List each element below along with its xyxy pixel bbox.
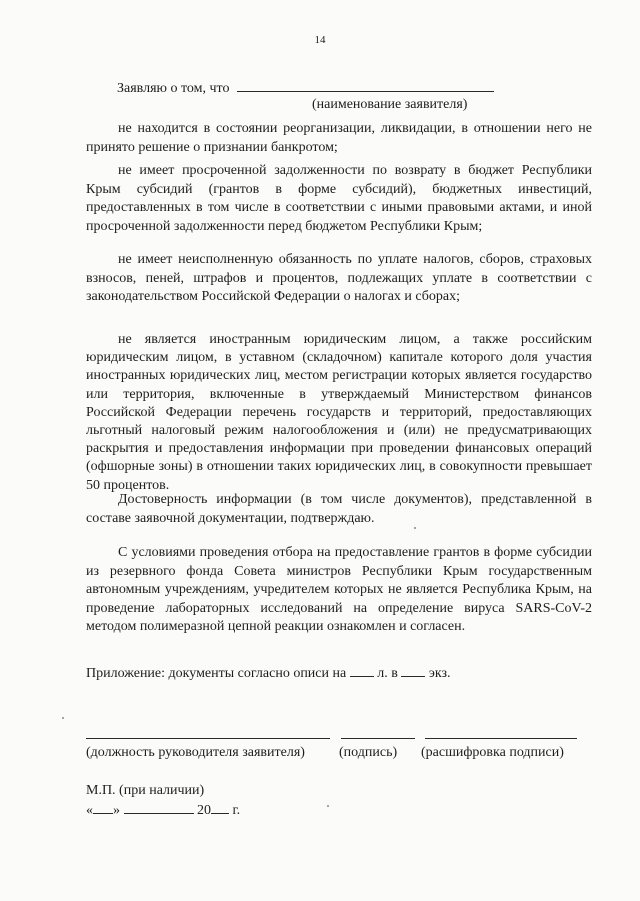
decoding-blank (425, 738, 577, 739)
signature-blank (341, 738, 415, 739)
decoding-caption: (расшифровка подписи) (421, 745, 564, 760)
stamp-note: М.П. (при наличии) (86, 783, 205, 798)
page-number: 14 (314, 34, 326, 46)
year-prefix: 20 (197, 803, 211, 818)
scan-speck (414, 527, 416, 529)
clause-not-foreign-entity: не является иностранным юридическим лицом, а также российским юридическим лицом, в уставном (складочном) капитале которого доля участия иностранных юридических лиц, местом регистрации которых является государство или территория, включенные в утверждаемый Министерством финансов Российской Федерации перечень государств и территорий, предоставляющих льготный налоговый режим налогообложения и (или) не предусматривающих раскрытия и предоставления информации при проведении финансовых операций (офшорные зоны) в отношении таких юридических лиц, в совокупности превышает 50 процентов. (86, 332, 592, 493)
appendix-text-c: экз. (428, 666, 451, 681)
sheets-count-blank (350, 664, 374, 677)
applicant-name-blank (237, 79, 494, 92)
clause-no-budget-debt: не имеет просроченной задолженности по возврату в бюджет Республики Крым субсидий (грантов в форме субсидий), бюджетных инвестиций, предоставленных в том числе в соответствии с иными правовыми актами, и иной просроченной задолженности перед бюджетом Республики Крым; (86, 163, 592, 234)
year-blank (211, 801, 229, 814)
copies-count-blank (401, 664, 425, 677)
position-caption: (должность руководителя заявителя) (86, 745, 305, 760)
clause-no-tax-arrears: не имеет неисполненную обязанность по уплате налогов, сборов, страховых взносов, пеней, штрафов и процентов, подлежащих уплате в соответствии с законодательством Российской Федерации о налогах и сборах; (86, 252, 592, 305)
date-close-quote: » (113, 803, 120, 818)
appendix-text-a: Приложение: документы согласно описи на (86, 666, 347, 681)
year-suffix: г. (232, 803, 241, 818)
day-blank (93, 801, 113, 814)
date-line (86, 801, 240, 819)
clause-conditions-acknowledged: С условиями проведения отбора на предоставление грантов в форме субсидии из резервного фонда Совета министров Республики Крым государственным автономным учреждениям, учредителем которых не является Республика Крым, на проведение лабораторных исследований на определение вируса SARS-CoV-2 методом полимеразной цепной реакции ознакомлен и согласен. (86, 545, 592, 635)
clause-info-accuracy: Достоверность информации (в том числе документов), представленной в составе заявочной документации, подтверждаю. (86, 492, 592, 526)
month-blank (124, 801, 194, 814)
scan-speck (62, 717, 64, 719)
applicant-name-caption: (наименование заявителя) (312, 97, 468, 112)
date-open-quote: « (86, 803, 93, 818)
appendix-line (86, 664, 450, 682)
position-blank (86, 738, 330, 739)
appendix-text-b: л. в (377, 666, 398, 681)
declaration-line (117, 79, 494, 97)
scan-speck (327, 805, 329, 807)
declaration-lead: Заявляю о том, что (117, 81, 230, 96)
clause-no-reorganization: не находится в состоянии реорганизации, ликвидации, в отношении него не принято решение о признании банкротом; (86, 121, 592, 155)
signature-caption: (подпись) (339, 745, 398, 760)
